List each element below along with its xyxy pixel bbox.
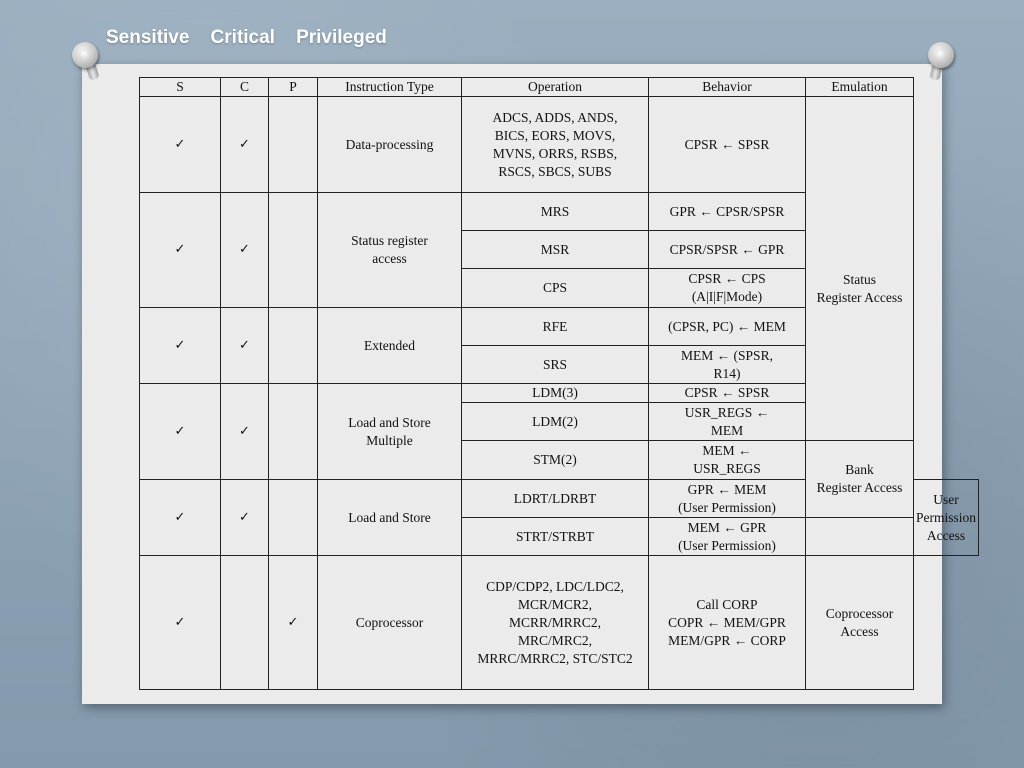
behavior-cell: CPSR/SPSR ← GPR [649, 231, 806, 269]
c-check-icon: ✓ [221, 193, 269, 308]
operation-cell: STRT/STRBT [462, 518, 649, 556]
header-p: P [269, 78, 318, 97]
instruction-type-cell: Data-processing [318, 97, 462, 193]
s-check-icon: ✓ [140, 308, 221, 384]
p-cell [269, 384, 318, 480]
p-cell [269, 480, 318, 556]
behavior-cell: MEM ← USR_REGS [649, 441, 806, 480]
s-check-icon: ✓ [140, 384, 221, 480]
s-check-icon: ✓ [140, 97, 221, 193]
p-cell [269, 97, 318, 193]
table-row [140, 97, 979, 193]
s-check-icon: ✓ [140, 193, 221, 308]
behavior-cell: GPR ← CPSR/SPSR [649, 193, 806, 231]
header-instruction-type: Instruction Type [318, 78, 462, 97]
emulation-cell: Bank Register Access [806, 441, 914, 518]
instruction-type-cell: Coprocessor [318, 556, 462, 690]
c-check-icon: ✓ [221, 97, 269, 193]
behavior-cell: MEM ← (SPSR, R14) [649, 346, 806, 384]
c-check-icon: ✓ [221, 308, 269, 384]
behavior-cell: USR_REGS ← MEM [649, 403, 806, 441]
operation-cell: LDM(2) [462, 403, 649, 441]
sensitive-instructions-table [139, 77, 979, 690]
operation-cell: LDM(3) [462, 384, 649, 403]
emulation-cell: Status Register Access [806, 97, 914, 441]
table-row [140, 556, 979, 690]
emulation-cell: User Permission Access [914, 480, 979, 556]
p-cell [269, 193, 318, 308]
instruction-type-cell: Load and Store [318, 480, 462, 556]
s-check-icon: ✓ [140, 480, 221, 556]
p-check-icon: ✓ [269, 556, 318, 690]
behavior-cell: CPSR ← SPSR [649, 384, 806, 403]
behavior-cell: CPSR ← CPS (A|I|F|Mode) [649, 269, 806, 308]
pushpin-right-icon [928, 42, 954, 68]
p-cell [269, 308, 318, 384]
operation-cell: STM(2) [462, 441, 649, 480]
instruction-type-cell: Extended [318, 308, 462, 384]
c-check-icon: ✓ [221, 384, 269, 480]
behavior-cell: GPR ← MEM (User Permission) [649, 480, 806, 518]
pushpin-left-icon [72, 42, 98, 68]
operation-cell: CDP/CDP2, LDC/LDC2, MCR/MCR2, MCRR/MRRC2, MRC/MRC2, MRRC/MRRC2, STC/STC2 [462, 556, 649, 690]
header-s: S [140, 78, 221, 97]
operation-cell: RFE [462, 308, 649, 346]
instruction-type-cell: Status register access [318, 193, 462, 308]
behavior-cell: MEM ← GPR (User Permission) [649, 518, 806, 556]
c-check-icon: ✓ [221, 480, 269, 556]
c-cell [221, 556, 269, 690]
operation-cell: MRS [462, 193, 649, 231]
operation-cell: ADCS, ADDS, ANDS, BICS, EORS, MOVS, MVNS, ORRS, RSBS, RSCS, SBCS, SUBS [462, 97, 649, 193]
operation-cell: MSR [462, 231, 649, 269]
behavior-cell: CPSR ← SPSR [649, 97, 806, 193]
header-row [140, 78, 979, 97]
behavior-cell: Call CORP COPR ← MEM/GPR MEM/GPR ← CORP [649, 556, 806, 690]
operation-cell: LDRT/LDRBT [462, 480, 649, 518]
instruction-type-cell: Load and Store Multiple [318, 384, 462, 480]
slide-title: Sensitive Critical Privileged [106, 27, 387, 48]
header-c: C [221, 78, 269, 97]
emulation-cell: Coprocessor Access [806, 556, 914, 690]
operation-cell: CPS [462, 269, 649, 308]
behavior-cell: (CPSR, PC) ← MEM [649, 308, 806, 346]
header-operation: Operation [462, 78, 649, 97]
header-emulation: Emulation [806, 78, 914, 97]
s-check-icon: ✓ [140, 556, 221, 690]
header-behavior: Behavior [649, 78, 806, 97]
operation-cell: SRS [462, 346, 649, 384]
